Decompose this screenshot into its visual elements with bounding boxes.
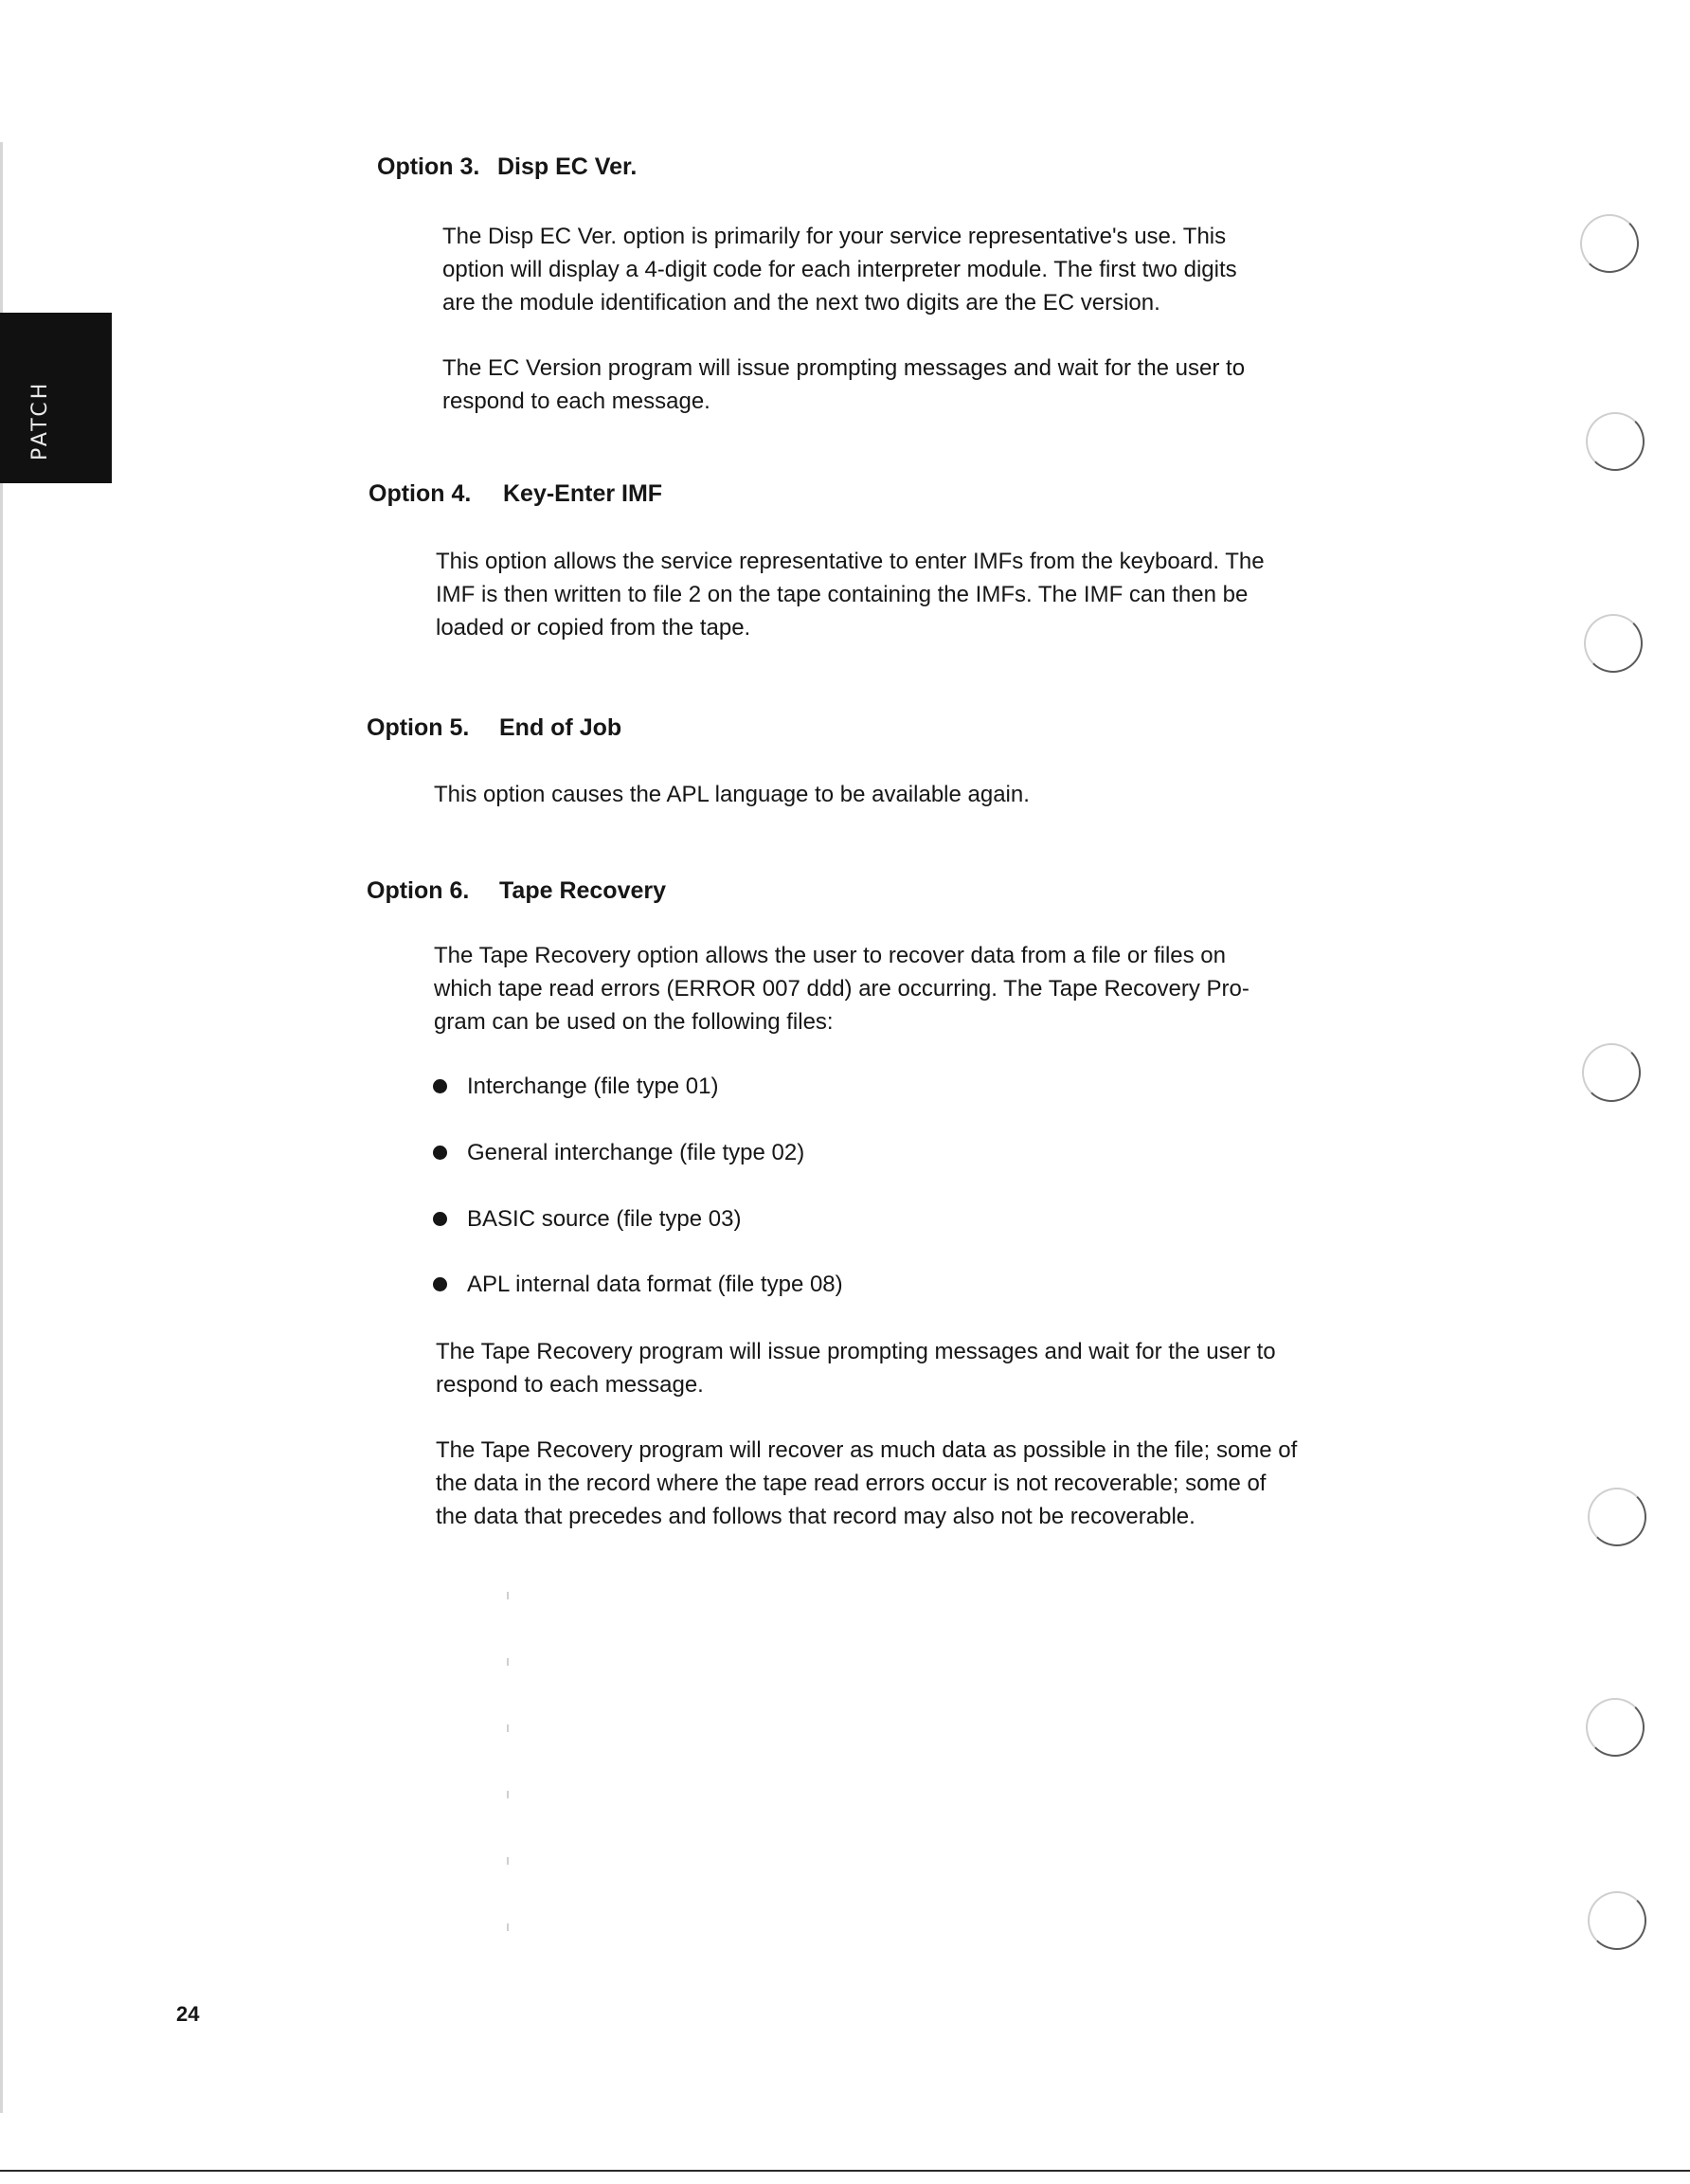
option-6-title: Tape Recovery [499,877,667,904]
bottom-rule [0,2170,1690,2172]
text-line: IMF is then written to file 2 on the tape containing the IMFs. The IMF can then be [436,582,1249,607]
text-line: the data that precedes and follows that record may also not be recoverable. [436,1504,1196,1529]
option-6-paragraph-1 [434,939,1250,1038]
option-6-closing-paragraph-1 [436,1335,1276,1401]
text-line: The Tape Recovery program will issue prompting messages and wait for the user to [436,1339,1276,1364]
option-5-paragraph-1 [434,778,1030,811]
text-line: respond to each message. [436,1372,704,1398]
bullet-icon [433,1146,447,1160]
text-line: option will display a 4-digit code for each interpreter module. The first two digits [442,257,1237,282]
binder-hole [1586,412,1645,471]
section-tab-label: PATCH [28,380,52,460]
option-5-heading [367,714,621,742]
binder-hole [1580,214,1639,273]
binder-hole [1582,1043,1641,1102]
list-item-text: Interchange (file type 01) [467,1074,719,1099]
option-4-title: Key-Enter IMF [503,480,663,507]
binder-hole [1588,1891,1646,1950]
binder-hole [1586,1698,1645,1757]
scan-artifacts [507,1592,509,1971]
option-6-number: Option 6. [367,877,470,904]
text-line: loaded or copied from the tape. [436,615,751,641]
text-line: gram can be used on the following files: [434,1009,834,1035]
text-line: are the module identification and the next two digits are the EC version. [442,290,1160,316]
text-line: This option allows the service representative to enter IMFs from the keyboard. The [436,549,1265,574]
option-3-heading [377,153,637,181]
list-item-text: APL internal data format (file type 08) [467,1272,843,1297]
option-5-number: Option 5. [367,714,470,741]
option-4-paragraph-1 [436,545,1265,644]
option-3-title: Disp EC Ver. [497,153,638,180]
text-line: respond to each message. [442,388,710,414]
text-line: The Tape Recovery option allows the user to recover data from a file or files on [434,943,1226,968]
text-line: The EC Version program will issue prompting messages and wait for the user to [442,355,1246,381]
list-item-text: BASIC source (file type 03) [467,1206,742,1232]
bullet-icon [433,1212,447,1226]
binder-hole [1584,614,1643,673]
option-6-closing-paragraph-2 [436,1434,1297,1533]
text-line: the data in the record where the tape read errors occur is not recoverable; some of [436,1471,1267,1496]
option-5-title: End of Job [499,714,622,741]
page-number: 24 [176,2002,200,2026]
text-line: The Disp EC Ver. option is primarily for your service representative's use. This [442,224,1227,249]
text-line: This option causes the APL language to be available again. [434,782,1030,807]
bullet-icon [433,1277,447,1291]
binder-hole [1588,1488,1646,1546]
option-3-paragraph-1 [442,220,1237,319]
list-item-text: General interchange (file type 02) [467,1140,805,1165]
option-4-number: Option 4. [369,480,472,507]
option-3-paragraph-2 [442,352,1245,418]
option-3-number: Option 3. [377,153,480,180]
option-4-heading [369,480,662,508]
section-tab [0,313,112,483]
option-6-heading [367,877,666,905]
bullet-icon [433,1079,447,1093]
text-line: which tape read errors (ERROR 007 ddd) are occurring. The Tape Recovery Pro- [434,976,1250,1002]
text-line: The Tape Recovery program will recover as much data as possible in the file; some of [436,1437,1298,1463]
